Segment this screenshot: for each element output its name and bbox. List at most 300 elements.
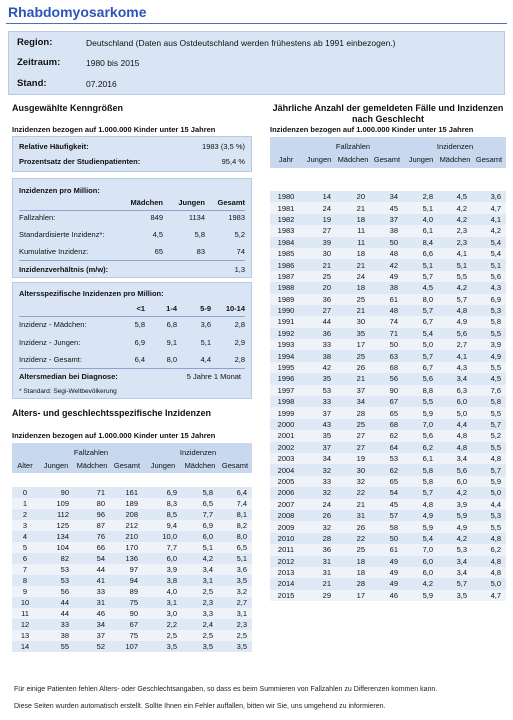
- table-cell: 5,0: [472, 578, 506, 589]
- table-cell: 2,4: [182, 619, 218, 630]
- column-header: Mädchen: [182, 457, 218, 473]
- table-cell: 4,9: [404, 510, 438, 521]
- table-row: [270, 453, 506, 464]
- table-cell: 3,4: [182, 564, 218, 575]
- group-header-fallzahlen: Fallzahlen: [38, 443, 144, 457]
- table-cell: 5,1: [404, 259, 438, 270]
- table-cell: 64: [370, 442, 404, 453]
- table-cell: 5,7: [404, 487, 438, 498]
- table-cell: 45: [370, 202, 404, 213]
- row-key-cell: 1983: [270, 225, 302, 236]
- table-cell: 25: [336, 350, 370, 361]
- table-cell: 7,7: [182, 509, 218, 520]
- table-cell: 5,7: [438, 294, 472, 305]
- row-key-cell: 13: [12, 630, 38, 641]
- table-cell: 33: [302, 396, 336, 407]
- table-cell: 5,4: [404, 533, 438, 544]
- table-cell: 8,1: [218, 509, 252, 520]
- column-header: Mädchen: [336, 151, 370, 168]
- table-cell: 5,3: [472, 305, 506, 316]
- row-key-cell: 2013: [270, 567, 302, 578]
- table-cell: 3,6: [472, 191, 506, 202]
- table-cell: 2,7: [218, 597, 252, 608]
- status-value: 07.2016: [86, 79, 117, 89]
- table-cell: 30: [336, 316, 370, 327]
- table-row: [270, 362, 506, 373]
- table-row: [270, 396, 506, 407]
- table-row: [270, 464, 506, 475]
- row-key-cell: 2010: [270, 533, 302, 544]
- table-cell: 17: [336, 590, 370, 601]
- table-row: [270, 339, 506, 350]
- table-cell: 50: [370, 237, 404, 248]
- table-cell: 96: [74, 509, 110, 520]
- table-cell: 2,3: [182, 597, 218, 608]
- table-cell: 94: [110, 575, 144, 586]
- table-cell: 32: [302, 521, 336, 532]
- table-cell: 6,3: [438, 385, 472, 396]
- table-cell: 68: [370, 419, 404, 430]
- table-cell: 11: [336, 225, 370, 236]
- table-cell: 3,5: [182, 641, 218, 652]
- table-row: [12, 498, 252, 509]
- year-table-title-line2: nach Geschlecht: [351, 114, 425, 124]
- period-value: 1980 bis 2015: [86, 58, 140, 68]
- table-cell: 56: [38, 586, 74, 597]
- table-cell: 75: [110, 597, 144, 608]
- table-cell: 3,3: [182, 608, 218, 619]
- table-row: [270, 282, 506, 293]
- table-row: [270, 510, 506, 521]
- table-cell: 90: [38, 487, 74, 498]
- age-specific-panel: [12, 282, 252, 399]
- table-cell: 5,9: [404, 521, 438, 532]
- row-key-cell: 1998: [270, 396, 302, 407]
- row-key-cell: 5: [12, 542, 38, 553]
- table-cell: 5,6: [404, 373, 438, 384]
- footer-note-automatic: Diese Seiten wurden automatisch erstellt. Sollte Ihnen ein Fehler auffallen, bitten wir Sie, uns umgehend zu informieren.: [14, 703, 386, 710]
- table-row: [270, 419, 506, 430]
- row-key-cell: 0: [12, 487, 38, 498]
- table-cell: 3,4: [438, 567, 472, 578]
- row-key-cell: 2006: [270, 487, 302, 498]
- table-cell: 4,8: [472, 533, 506, 544]
- table-cell: 3,2: [218, 586, 252, 597]
- table-cell: 38: [302, 350, 336, 361]
- table-cell: 134: [38, 531, 74, 542]
- row-key-cell: 8: [12, 575, 38, 586]
- row-key-cell: 1981: [270, 202, 302, 213]
- table-cell: 125: [38, 520, 74, 531]
- table-row: [12, 520, 252, 531]
- table-cell: 38: [370, 225, 404, 236]
- table-cell: 5,3: [438, 544, 472, 555]
- table-cell: 4,3: [438, 362, 472, 373]
- table-row: [270, 590, 506, 601]
- table-cell: 52: [74, 641, 110, 652]
- table-row: [12, 608, 252, 619]
- table-cell: 44: [38, 597, 74, 608]
- table-cell: 44: [74, 564, 110, 575]
- table-cell: 20: [302, 282, 336, 293]
- table-cell: 18: [336, 567, 370, 578]
- age-cell: 2,8: [234, 355, 245, 364]
- row-key-cell: 2011: [270, 544, 302, 555]
- table-cell: 53: [302, 385, 336, 396]
- table-cell: 4,8: [438, 430, 472, 441]
- table-row: [270, 544, 506, 555]
- table-row: [12, 531, 252, 542]
- table-cell: 5,9: [438, 510, 472, 521]
- row-key-cell: 1997: [270, 385, 302, 396]
- table-cell: 3,5: [218, 641, 252, 652]
- column-header-year: Jahr: [270, 151, 302, 168]
- table-cell: 27: [302, 225, 336, 236]
- table-cell: 9,4: [144, 520, 182, 531]
- table-cell: 21: [302, 578, 336, 589]
- row-key-cell: 2001: [270, 430, 302, 441]
- row-key-cell: 2004: [270, 464, 302, 475]
- table-cell: 67: [370, 396, 404, 407]
- table-cell: 109: [38, 498, 74, 509]
- table-cell: 53: [38, 564, 74, 575]
- age-header: 5-9: [200, 304, 211, 313]
- table-cell: 25: [336, 419, 370, 430]
- table-cell: 7,6: [472, 385, 506, 396]
- age-row-label: Inzidenz - Jungen:: [19, 338, 81, 347]
- table-cell: 5,8: [182, 487, 218, 498]
- pm-header-boys: Jungen: [178, 198, 205, 207]
- table-cell: 3,4: [438, 556, 472, 567]
- table-cell: 5,5: [472, 407, 506, 418]
- table-cell: 87: [74, 520, 110, 531]
- table-cell: 7,0: [404, 544, 438, 555]
- age-header: <1: [136, 304, 145, 313]
- table-cell: 25: [336, 544, 370, 555]
- table-row: [12, 487, 252, 498]
- table-cell: 74: [370, 316, 404, 327]
- table-cell: 24: [302, 202, 336, 213]
- yearly-table: [270, 137, 506, 601]
- table-cell: 61: [370, 294, 404, 305]
- table-cell: 39: [302, 237, 336, 248]
- table-cell: 18: [336, 214, 370, 225]
- table-row: [12, 553, 252, 564]
- table-cell: 36: [302, 294, 336, 305]
- row-key-cell: 1982: [270, 214, 302, 225]
- table-cell: 36: [302, 328, 336, 339]
- table-cell: 4,4: [472, 499, 506, 510]
- percent-value: 95,4 %: [221, 157, 245, 166]
- table-cell: 3,6: [218, 564, 252, 575]
- table-cell: 14: [302, 191, 336, 202]
- table-cell: 212: [110, 520, 144, 531]
- row-key-cell: 4: [12, 531, 38, 542]
- table-cell: 3,9: [472, 339, 506, 350]
- table-cell: 6,9: [144, 487, 182, 498]
- table-cell: 5,7: [472, 419, 506, 430]
- table-cell: 32: [302, 487, 336, 498]
- table-cell: 189: [110, 498, 144, 509]
- table-cell: 34: [336, 396, 370, 407]
- table-cell: 18: [336, 248, 370, 259]
- table-cell: 5,2: [472, 430, 506, 441]
- table-cell: 5,7: [438, 578, 472, 589]
- table-cell: 50: [370, 339, 404, 350]
- column-header: Jungen: [302, 151, 336, 168]
- table-cell: 21: [336, 202, 370, 213]
- table-cell: 65: [370, 476, 404, 487]
- group-header-fallzahlen: Fallzahlen: [302, 137, 404, 151]
- table-cell: 4,2: [404, 578, 438, 589]
- table-row: [12, 597, 252, 608]
- table-cell: 5,8: [472, 396, 506, 407]
- row-key-cell: 1999: [270, 407, 302, 418]
- table-cell: 49: [370, 556, 404, 567]
- table-row: [270, 248, 506, 259]
- table-cell: 6,2: [472, 544, 506, 555]
- table-cell: 30: [302, 248, 336, 259]
- table-cell: 6,0: [438, 476, 472, 487]
- table-row: [12, 509, 252, 520]
- row-key-cell: 1988: [270, 282, 302, 293]
- table-cell: 34: [302, 453, 336, 464]
- table-cell: 5,8: [404, 464, 438, 475]
- table-cell: 4,5: [438, 191, 472, 202]
- table-cell: 58: [370, 521, 404, 532]
- table-cell: 5,0: [472, 487, 506, 498]
- table-row: [12, 575, 252, 586]
- table-cell: 5,1: [472, 259, 506, 270]
- table-cell: 5,1: [404, 202, 438, 213]
- column-header: Jungen: [404, 151, 438, 168]
- row-key-cell: 1989: [270, 294, 302, 305]
- table-cell: 5,5: [472, 362, 506, 373]
- table-cell: 4,9: [472, 350, 506, 361]
- table-cell: 4,2: [438, 533, 472, 544]
- table-cell: 38: [370, 282, 404, 293]
- median-label: Altersmedian bei Diagnose:: [19, 372, 118, 381]
- pm-cell: 5,2: [234, 230, 245, 239]
- table-cell: 4,2: [472, 225, 506, 236]
- table-row: [270, 305, 506, 316]
- table-cell: 25: [302, 271, 336, 282]
- row-key-cell: 1984: [270, 237, 302, 248]
- table-cell: 27: [336, 442, 370, 453]
- table-row: [270, 385, 506, 396]
- kenn-subtitle: Inzidenzen bezogen auf 1.000.000 Kinder unter 15 Jahren: [12, 125, 216, 134]
- table-cell: 5,5: [472, 442, 506, 453]
- table-cell: 28: [336, 578, 370, 589]
- table-row: [12, 564, 252, 575]
- table-cell: 6,5: [182, 498, 218, 509]
- table-row: [270, 294, 506, 305]
- table-cell: 8,0: [404, 294, 438, 305]
- table-cell: 112: [38, 509, 74, 520]
- table-cell: 4,8: [472, 567, 506, 578]
- row-key-cell: 3: [12, 520, 38, 531]
- table-cell: 4,0: [404, 214, 438, 225]
- age-cell: 5,1: [200, 338, 211, 347]
- column-header-age: Alter: [12, 457, 38, 473]
- column-header: Jungen: [38, 457, 74, 473]
- table-cell: 4,2: [438, 214, 472, 225]
- table-cell: 8,5: [144, 509, 182, 520]
- table-cell: 61: [370, 544, 404, 555]
- age-cell: 4,4: [200, 355, 211, 364]
- table-cell: 65: [370, 407, 404, 418]
- table-cell: 4,9: [438, 316, 472, 327]
- table-cell: 21: [336, 259, 370, 270]
- table-cell: 3,1: [218, 608, 252, 619]
- table-cell: 76: [74, 531, 110, 542]
- table-cell: 25: [336, 294, 370, 305]
- table-cell: 66: [74, 542, 110, 553]
- table-cell: 67: [110, 619, 144, 630]
- table-cell: 48: [370, 305, 404, 316]
- pm-cell: 5,8: [194, 230, 205, 239]
- header-blank: [270, 137, 302, 151]
- table-row: [12, 586, 252, 597]
- table-cell: 17: [336, 339, 370, 350]
- ratio-label: Inzidenzverhältnis (m/w):: [19, 265, 109, 274]
- table-cell: 3,0: [144, 608, 182, 619]
- table-cell: 8,0: [218, 531, 252, 542]
- table-cell: 7,4: [218, 498, 252, 509]
- row-key-cell: 7: [12, 564, 38, 575]
- table-cell: 6,9: [182, 520, 218, 531]
- pm-divider-bottom: [19, 260, 245, 261]
- table-row: [270, 556, 506, 567]
- table-cell: 24: [336, 271, 370, 282]
- table-cell: 53: [370, 453, 404, 464]
- header-blank: [12, 443, 38, 457]
- age-cell: 2,8: [234, 320, 245, 329]
- age-cell: 6,4: [134, 355, 145, 364]
- table-cell: 50: [370, 533, 404, 544]
- table-cell: 161: [110, 487, 144, 498]
- table-cell: 6,5: [218, 542, 252, 553]
- per-million-title: Inzidenzen pro Million:: [19, 186, 100, 195]
- table-cell: 210: [110, 531, 144, 542]
- relative-label: Relative Häufigkeit:: [19, 142, 89, 151]
- table-row: [270, 407, 506, 418]
- table-cell: 54: [370, 487, 404, 498]
- table-cell: 4,5: [472, 373, 506, 384]
- age-specific-title: Altersspezifische Inzidenzen pro Million:: [19, 289, 164, 298]
- row-key-cell: 1991: [270, 316, 302, 327]
- table-cell: 35: [302, 373, 336, 384]
- table-cell: 45: [370, 499, 404, 510]
- table-cell: 32: [302, 464, 336, 475]
- table-cell: 2,5: [182, 630, 218, 641]
- table-cell: 80: [74, 498, 110, 509]
- pm-row-label: Kumulative Inzidenz:: [19, 247, 89, 256]
- table-cell: 43: [302, 419, 336, 430]
- row-key-cell: 2014: [270, 578, 302, 589]
- column-header: Gesamt: [110, 457, 144, 473]
- pm-header-total: Gesamt: [217, 198, 245, 207]
- table-cell: 5,6: [438, 328, 472, 339]
- row-key-cell: 6: [12, 553, 38, 564]
- row-key-cell: 1980: [270, 191, 302, 202]
- table-cell: 53: [38, 575, 74, 586]
- table-cell: 6,6: [404, 248, 438, 259]
- row-key-cell: 2000: [270, 419, 302, 430]
- table-cell: 44: [302, 316, 336, 327]
- age-cell: 9,1: [166, 338, 177, 347]
- age-divider: [19, 316, 245, 317]
- table-row: [270, 521, 506, 532]
- pm-cell: 65: [154, 247, 163, 256]
- table-cell: 8,4: [404, 237, 438, 248]
- standard-note: * Standard: Segi-Weltbevölkerung: [19, 388, 117, 395]
- table-cell: 2,7: [438, 339, 472, 350]
- table-cell: 24: [302, 499, 336, 510]
- table-row: [270, 202, 506, 213]
- row-key-cell: 2005: [270, 476, 302, 487]
- table-cell: 5,5: [404, 396, 438, 407]
- table-cell: 33: [302, 476, 336, 487]
- row-key-cell: 1993: [270, 339, 302, 350]
- age-cell: 8,0: [166, 355, 177, 364]
- year-table-title-line1: Jährliche Anzahl der gemeldeten Fälle und Inzidenzen: [272, 103, 504, 113]
- table-cell: 19: [336, 453, 370, 464]
- table-cell: 89: [110, 586, 144, 597]
- table-cell: 8,3: [144, 498, 182, 509]
- table-cell: 5,0: [438, 407, 472, 418]
- table-cell: 7,7: [144, 542, 182, 553]
- row-key-cell: 2002: [270, 442, 302, 453]
- pm-cell: 849: [150, 213, 163, 222]
- table-cell: 5,7: [404, 350, 438, 361]
- group-header-inzidenzen: Inzidenzen: [144, 443, 252, 457]
- column-header: Jungen: [144, 457, 182, 473]
- table-cell: 6,0: [182, 531, 218, 542]
- age-row-label: Inzidenz - Gesamt:: [19, 355, 82, 364]
- table-cell: 4,2: [438, 202, 472, 213]
- table-cell: 6,0: [438, 396, 472, 407]
- row-key-cell: 2007: [270, 499, 302, 510]
- table-cell: 26: [336, 521, 370, 532]
- table-cell: 5,4: [472, 237, 506, 248]
- table-cell: 42: [302, 362, 336, 373]
- table-cell: 6,1: [404, 225, 438, 236]
- table-cell: 5,9: [404, 590, 438, 601]
- meta-box: [8, 31, 505, 95]
- table-row: [270, 567, 506, 578]
- table-cell: 31: [302, 567, 336, 578]
- table-cell: 8,8: [404, 385, 438, 396]
- age-row-label: Inzidenz - Mädchen:: [19, 320, 87, 329]
- table-cell: 5,1: [182, 542, 218, 553]
- table-row: [12, 619, 252, 630]
- pm-cell: 74: [236, 247, 245, 256]
- table-cell: 32: [336, 476, 370, 487]
- table-cell: 6,7: [404, 362, 438, 373]
- table-row: [270, 225, 506, 236]
- pm-row-label: Fallzahlen:: [19, 213, 56, 222]
- table-cell: 71: [370, 328, 404, 339]
- table-cell: 4,8: [438, 442, 472, 453]
- pm-row-label: Standardisierte Inzidenz*:: [19, 230, 105, 239]
- table-cell: 7,0: [404, 419, 438, 430]
- table-cell: 3,9: [144, 564, 182, 575]
- table-cell: 54: [74, 553, 110, 564]
- relative-value: 1983 (3,5 %): [202, 142, 245, 151]
- table-cell: 5,5: [472, 521, 506, 532]
- table-row: [270, 259, 506, 270]
